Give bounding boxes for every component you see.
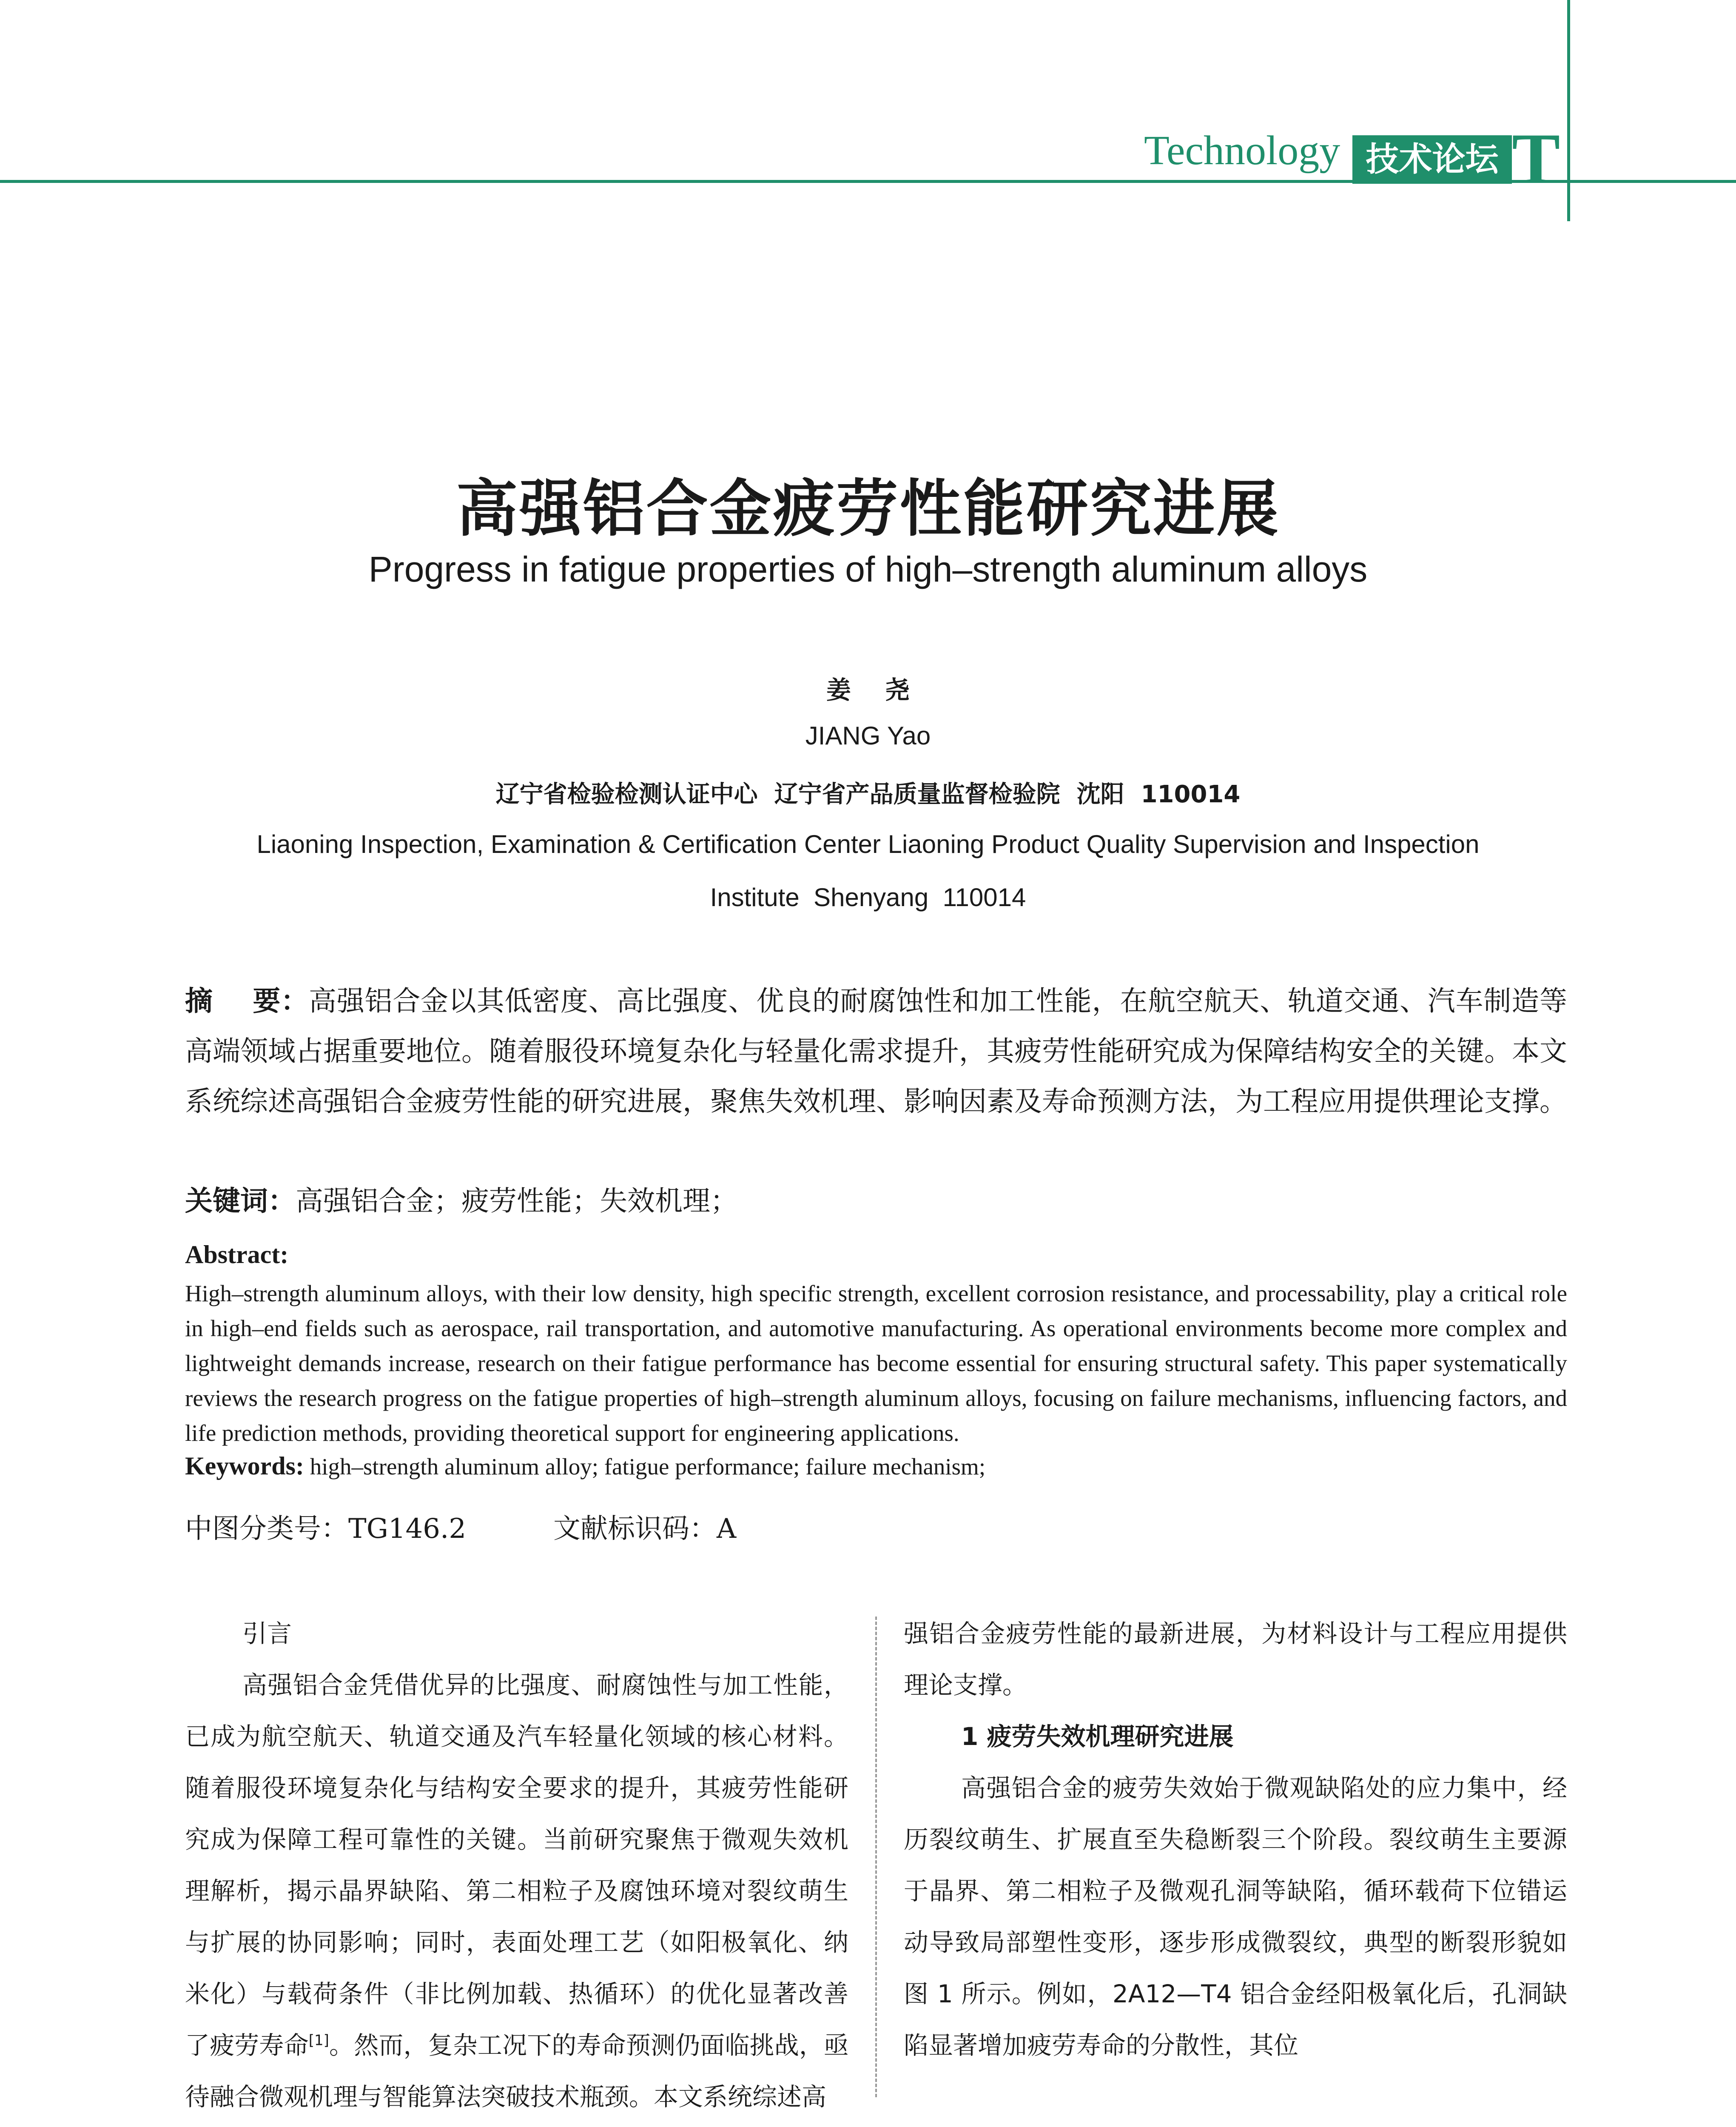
citation-ref: [1] <box>308 2032 329 2049</box>
abstract-en-label: Abstract: <box>185 1240 289 1269</box>
clc-label: 中图分类号： <box>185 1513 348 1545</box>
section-label-cn: 技术论坛 <box>1352 135 1512 184</box>
intro-paragraph-text: 高强铝合金凭借优异的比强度、耐腐蚀性与加工性能，已成为航空航天、轨道交通及汽车轻量化领域的核心材料。随着服役环境复杂化与结构安全要求的提升，其疲劳性能研究成为保障工程可靠性的关键。当前研究聚焦于微观失效机理解析，揭示晶界缺陷、第二相粒子及腐蚀环境对裂纹萌生与扩展的协同影响；同时，表面处理工艺（如阳极氧化、纳米化）与载荷条件（非比例加载、热循环）的优化显著改善了疲劳寿命 <box>185 1671 848 2060</box>
section-letter: T <box>1512 119 1560 199</box>
doc-code-label: 文献标识码： <box>553 1513 717 1545</box>
section1-heading: 1 疲劳失效机理研究进展 <box>961 1722 1234 1751</box>
section-label-en: Technology <box>1144 128 1340 174</box>
intro-paragraph-continued: 强铝合金疲劳性能的最新进展，为材料设计与工程应用提供理论支撑。 <box>904 1619 1567 1699</box>
abstract-cn <box>185 976 1567 1127</box>
intro-paragraph <box>185 1659 848 2123</box>
keywords-cn <box>185 1176 1567 1226</box>
abstract-cn-text: 高强铝合金以其低密度、高比强度、优良的耐腐蚀性和加工性能，在航空航天、轨道交通、汽车制造等高端领域占据重要地位。随着服役环境复杂化与轻量化需求提升，其疲劳性能研究成为保障结构安全的关键。本文系统综述高强铝合金疲劳性能的研究进展，聚焦失效机理、影响因素及寿命预测方法，为工程应用提供理论支撑。 <box>185 985 1568 1118</box>
title-en: Progress in fatigue properties of high–strength aluminum alloys <box>368 549 1368 589</box>
intro-heading: 引言 <box>242 1619 292 1648</box>
doc-code-value: A <box>717 1513 737 1545</box>
author-en: JIANG Yao <box>805 721 931 750</box>
keywords-en-text: high–strength aluminum alloy; fatigue performance; failure mechanism; <box>310 1454 986 1480</box>
section1-paragraph: 高强铝合金的疲劳失效始于微观缺陷处的应力集中，经历裂纹萌生、扩展直至失稳断裂三个阶段。裂纹萌生主要源于晶界、第二相粒子及微观孔洞等缺陷，循环载荷下位错运动导致局部塑性变形，逐步形成微裂纹，典型的断裂形貌如图 1 所示。例如，2A12—T4 铝合金经阳极氧化后，孔洞缺陷显著增加疲劳寿命的分散性，其位 <box>904 1773 1567 2060</box>
column-divider <box>875 1617 877 2097</box>
author-cn <box>0 670 1736 706</box>
header-vertical-rule <box>1567 0 1570 221</box>
keywords-en-label: Keywords: <box>185 1452 304 1480</box>
classification-row <box>185 1507 736 1546</box>
body-column-right <box>904 1608 1567 2071</box>
abstract-en-text: High–strength aluminum alloys, with their low density, high specific strength, excellent corrosion resistance, and processability, play a critical role in high–end fields such as aerospace, rail transportation, and automotive manufacturing. As operational environments become more complex and lightweight demands increase, research on their fatigue performance has become essential for ensuring structural safety. This paper systematically reviews the research progress on the fatigue properties of high–strength aluminum alloys, focusing on failure mechanisms, influencing factors, and life prediction methods, providing theoretical support for engineering applications. <box>185 1280 1567 1446</box>
abstract-cn-label: 摘 要： <box>185 985 309 1017</box>
author-cn-surname: 姜 <box>826 676 851 704</box>
clc-value: TG146.2 <box>348 1513 467 1545</box>
right-continuation <box>904 1608 1567 1711</box>
body-column-left <box>185 1608 848 2123</box>
keywords-cn-text: 高强铝合金；疲劳性能；失效机理； <box>296 1185 738 1217</box>
keywords-cn-label: 关键词： <box>185 1185 296 1217</box>
author-cn-given: 尧 <box>885 676 910 704</box>
keywords-en <box>185 1448 1567 1484</box>
affiliation-en-line2: Institute Shenyang 110014 <box>710 883 1026 912</box>
title-cn: 高强铝合金疲劳性能研究进展 <box>456 473 1280 545</box>
affiliation-en-line1: Liaoning Inspection, Examination & Certification Center Liaoning Product Quality Supervision and Inspection <box>256 830 1480 858</box>
affiliation-cn: 辽宁省检验检测认证中心 辽宁省产品质量监督检验院 沈阳 110014 <box>495 781 1241 808</box>
intro-paragraph-tail: 。然而，复杂工况下的寿命预测仍面临挑战，亟待融合微观机理与智能算法突破技术瓶颈。本文系统综述高 <box>185 2031 848 2111</box>
